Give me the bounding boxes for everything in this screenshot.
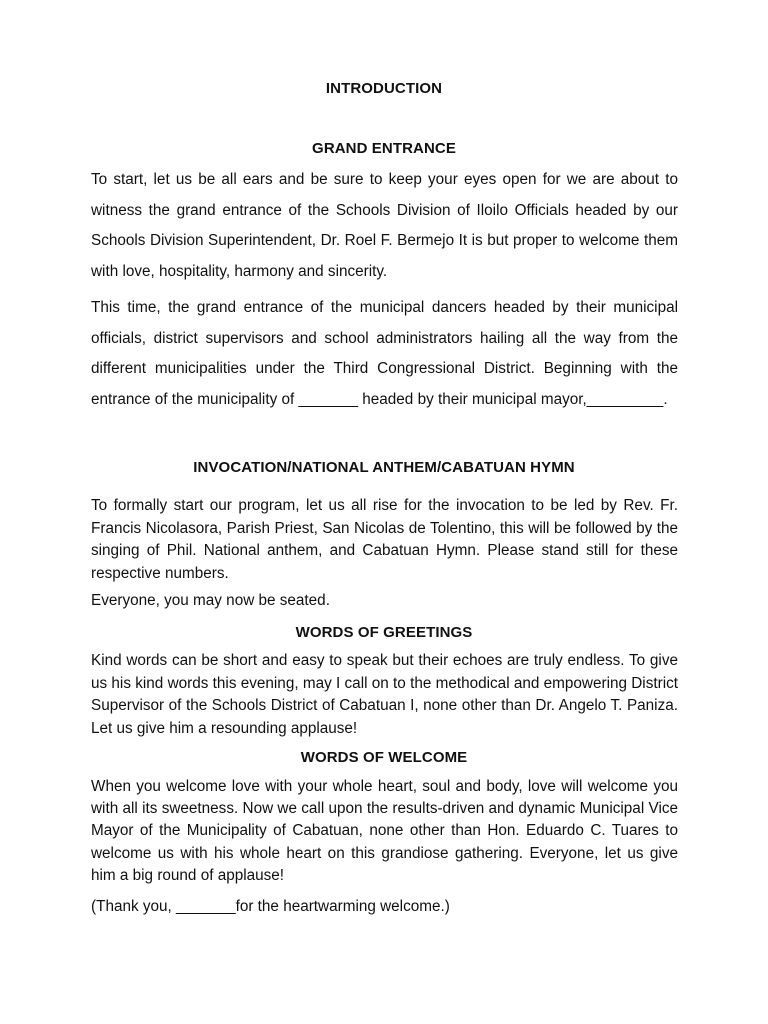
- document-title: INTRODUCTION: [325, 80, 443, 97]
- heading-words-of-welcome: WORDS OF WELCOME: [300, 749, 468, 766]
- paragraph-greetings: Kind words can be short and easy to speak but their echoes are truly endless. To give us his kind words this evening, may I call on to the methodical and empowering District Supervisor of the Schools District of Cabatuan I, none other than Dr. Angelo T. Paniza. Let us give him a resounding applause!: [91, 652, 678, 737]
- paragraph-be-seated: Everyone, you may now be seated.: [91, 592, 330, 609]
- heading-invocation: INVOCATION/NATIONAL ANTHEM/CABATUAN HYMN: [193, 459, 575, 476]
- paragraph-invocation: To formally start our program, let us all rise for the invocation to be led by Rev. Fr. Francis Nicolasora, Parish Priest, San Nicolas de Tolentino, this will be followed by the singing of Phil. National anthem, and Cabatuan Hymn. Please stand still for these respective numbers.: [91, 497, 678, 582]
- paragraph-grand-entrance-1: To start, let us be all ears and be sure to keep your eyes open for we are about to witness the grand entrance of the Schools Division of Iloilo Officials headed by our Schools Division Superintendent, Dr. Roel F. Bermejo It is but proper to welcome them with love, hospitality, harmony and sincerity.: [91, 171, 678, 280]
- heading-grand-entrance: GRAND ENTRANCE: [312, 140, 456, 157]
- paragraph-grand-entrance-2: This time, the grand entrance of the municipal dancers headed by their municipal officials, district supervisors and school administrators hailing all the way from the different municipalities under the Third Congressional District. Beginning with the entrance of the municipality of _______ headed by their municipal mayor,_________.: [91, 299, 678, 408]
- heading-words-of-greetings: WORDS OF GREETINGS: [295, 624, 473, 641]
- paragraph-thank-you: (Thank you, _______for the heartwarming welcome.): [91, 898, 450, 915]
- paragraph-welcome: When you welcome love with your whole heart, soul and body, love will welcome you with all its sweetness. Now we call upon the results-driven and dynamic Municipal Vice Mayor of the Municipality of Cabatuan, none other than Hon. Eduardo C. Tuares to welcome us with his whole heart on this grandiose gathering. Everyone, let us give him a big round of applause!: [91, 778, 678, 884]
